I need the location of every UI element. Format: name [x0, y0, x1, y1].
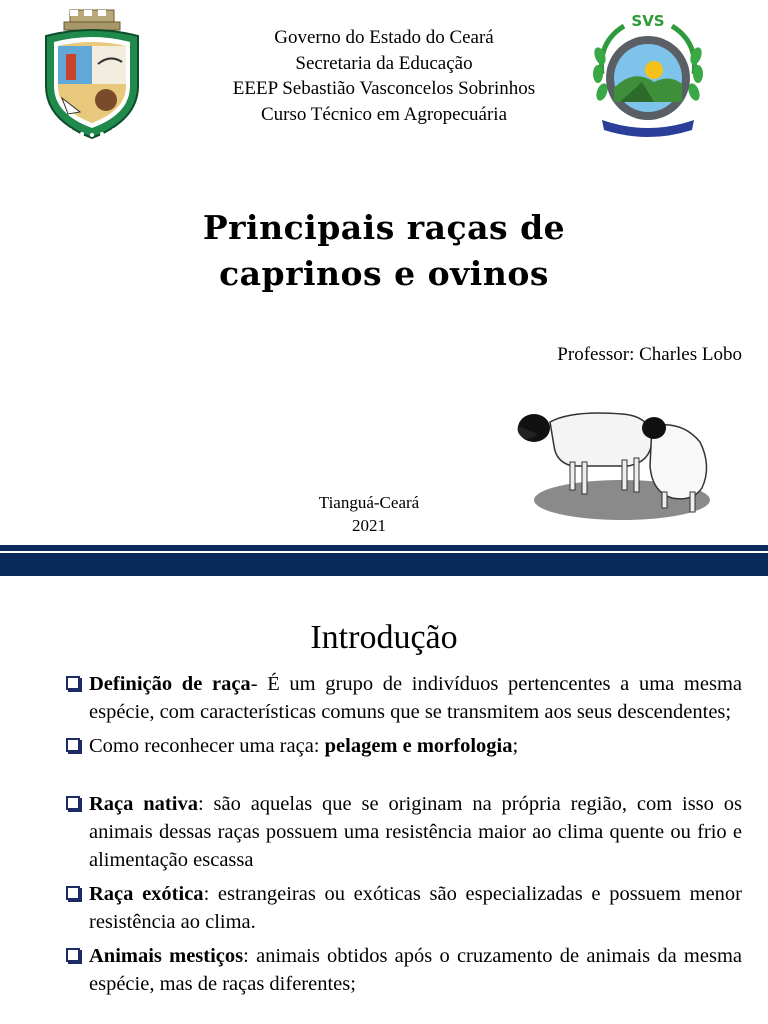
state-crest-icon	[40, 8, 144, 143]
bullet-term: pelagem e morfologia	[324, 735, 513, 757]
bullet-exotic	[66, 880, 742, 936]
header-line-secretariat: Secretaria da Educação	[295, 52, 473, 74]
title-line-1: Principais raças de	[202, 208, 566, 247]
location-date	[284, 491, 454, 537]
bullet-text: : são aquelas que se originam na própria região, com isso os animais dessas raças possuem uma resistência maior ao clima quente ou frio e alimentação escassa	[89, 793, 743, 871]
sheep-illustration-icon	[512, 396, 718, 526]
checkbox-bullet-icon	[66, 948, 80, 962]
header-line-government: Governo do Estado do Ceará	[274, 27, 494, 48]
professor-name: Professor: Charles Lobo	[557, 344, 742, 365]
bullet-native	[66, 790, 742, 874]
intro-slide	[0, 576, 768, 1024]
bullet-term: Animais mestiços	[89, 945, 244, 967]
header-line-course: Curso Técnico em Agropecuária	[260, 103, 508, 125]
header-line-school: EEEP Sebastião Vasconcelos Sobrinhos	[232, 78, 536, 99]
bullet-suffix: ;	[512, 735, 519, 757]
bullet-crossbred	[66, 942, 742, 998]
presentation-title	[60, 205, 708, 297]
bullet-term: Raça exótica	[89, 883, 204, 905]
bullet-text: : animais obtidos após o cruzamento de animais da mesma espécie, mas de raças diferentes;	[89, 945, 743, 995]
bullet-text: : estrangeiras ou exóticas são especializadas e possuem menor resistência ao clima.	[89, 883, 743, 933]
institution-header	[184, 25, 584, 127]
location: Tianguá-Ceará	[318, 493, 420, 512]
slide-divider-thick	[0, 553, 768, 576]
emblem-text: SVS	[631, 12, 665, 30]
school-emblem-icon	[584, 12, 712, 144]
intro-title: Introdução	[310, 619, 458, 656]
year: 2021	[352, 516, 386, 535]
bullet-list	[66, 670, 742, 1004]
checkbox-bullet-icon	[66, 796, 80, 810]
bullet-definition	[66, 670, 742, 726]
bullet-prefix: Como reconhecer uma raça:	[89, 735, 325, 757]
bullet-recognize	[66, 732, 742, 760]
checkbox-bullet-icon	[66, 676, 80, 690]
checkbox-bullet-icon	[66, 886, 80, 900]
bullet-term: Definição de raça	[89, 673, 251, 695]
bullet-term: Raça nativa	[89, 793, 198, 815]
checkbox-bullet-icon	[66, 738, 80, 752]
title-line-2: caprinos e ovinos	[219, 254, 549, 293]
bullet-text: - É um grupo de indivíduos pertencentes a uma mesma espécie, com características comuns que se transmitem aos seus descendentes;	[89, 673, 742, 723]
